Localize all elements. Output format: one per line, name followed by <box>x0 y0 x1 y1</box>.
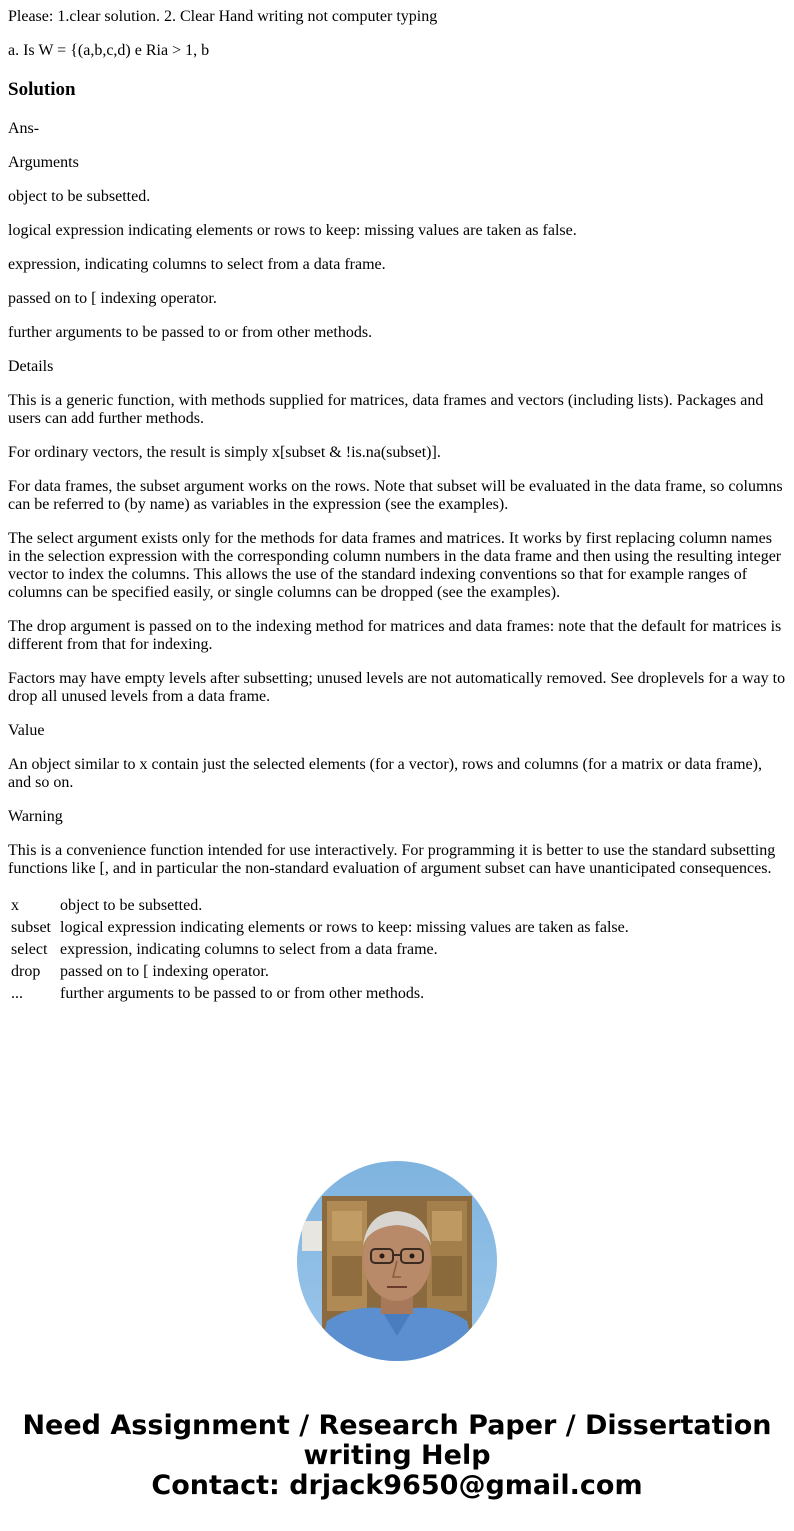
warning-paragraph: This is a convenience function intended for use interactively. For programming it is better to use the standard subsetting functions like [, and in particular the non-standard evaluation of argument subset can have unanticipated consequences. <box>8 842 776 877</box>
solution-heading: Solution <box>8 79 76 100</box>
promo-line-2: writing Help <box>303 1440 491 1471</box>
question-line-2: a. Is W = {(a,b,c,d) e Ria > 1, b <box>8 42 210 59</box>
details-paragraph: This is a generic function, with methods supplied for matrices, data frames and vectors (including lists). Packages and users can add further methods. <box>8 392 764 427</box>
details-paragraph: For data frames, the subset argument works on the rows. Note that subset will be evaluated in the data frame, so columns can be referred to (by name) as variables in the expression (see the examples). <box>8 478 783 513</box>
author-portrait-image <box>297 1161 497 1361</box>
arg-name: select <box>11 941 48 958</box>
arg-name: subset <box>11 919 51 936</box>
arg-desc: object to be subsetted. <box>60 897 203 914</box>
promo-contact: Contact: drjack9650@gmail.com <box>151 1470 643 1501</box>
details-paragraph: The drop argument is passed on to the indexing method for matrices and data frames: note that the default for matrices is different from that for indexing. <box>8 618 782 653</box>
promo-line-1: Need Assignment / Research Paper / Dissertation <box>22 1410 772 1441</box>
arg-desc: expression, indicating columns to select from a data frame. <box>60 941 438 958</box>
table-row <box>10 918 630 938</box>
warning-heading: Warning <box>8 808 63 825</box>
author-avatar <box>297 1161 497 1361</box>
table-row <box>10 896 630 916</box>
arg-description: expression, indicating columns to select from a data frame. <box>8 256 386 273</box>
arg-description: logical expression indicating elements or rows to keep: missing values are taken as false. <box>8 222 577 239</box>
arg-desc: passed on to [ indexing operator. <box>60 963 269 980</box>
table-row <box>10 962 630 982</box>
details-paragraph: Factors may have empty levels after subsetting; unused levels are not automatically removed. See droplevels for a way to drop all unused levels from a data frame. <box>8 670 786 705</box>
arg-name: x <box>11 897 19 914</box>
table-row <box>10 940 630 960</box>
document-body <box>0 8 794 1006</box>
ans-label: Ans- <box>8 120 40 137</box>
arg-desc: logical expression indicating elements or rows to keep: missing values are taken as false. <box>60 919 629 936</box>
table-row <box>10 984 630 1004</box>
value-heading: Value <box>8 722 45 739</box>
arg-description: further arguments to be passed to or from other methods. <box>8 324 373 341</box>
arguments-heading: Arguments <box>8 154 79 171</box>
details-paragraph: The select argument exists only for the methods for data frames and matrices. It works by first replacing column names in the selection expression with the corresponding column numbers in the data frame and then using the resulting integer vector to index the columns. This allows the use of the standard indexing conventions so that for example ranges of columns can be specified easily, or single columns can be dropped (see the examples). <box>8 530 782 601</box>
arg-desc: further arguments to be passed to or from other methods. <box>60 985 425 1002</box>
question-line-1: Please: 1.clear solution. 2. Clear Hand writing not computer typing <box>8 8 438 25</box>
arguments-table <box>8 894 632 1006</box>
arg-name: ... <box>11 985 23 1002</box>
arg-description: object to be subsetted. <box>8 188 151 205</box>
arg-description: passed on to [ indexing operator. <box>8 290 217 307</box>
details-paragraph: For ordinary vectors, the result is simply x[subset & !is.na(subset)]. <box>8 444 441 461</box>
arg-name: drop <box>11 963 41 980</box>
promo-banner <box>0 1411 794 1501</box>
value-paragraph: An object similar to x contain just the selected elements (for a vector), rows and columns (for a matrix or data frame), and so on. <box>8 756 762 791</box>
details-heading: Details <box>8 358 54 375</box>
